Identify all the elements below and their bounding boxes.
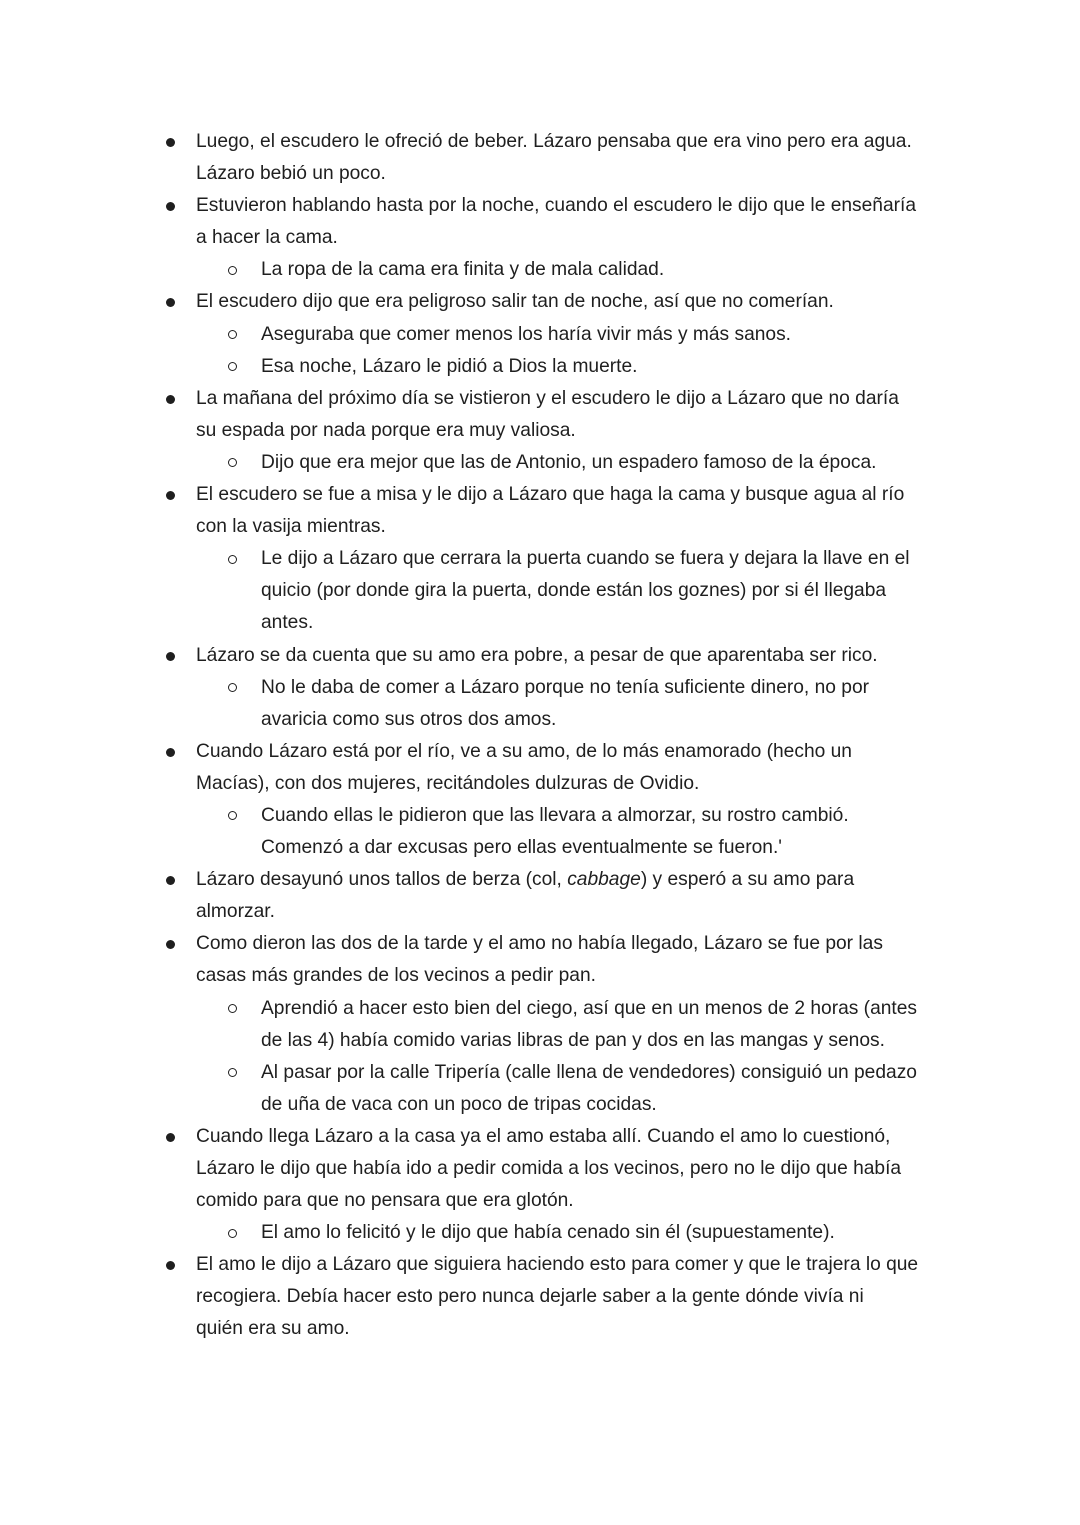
filled-bullet-icon (166, 940, 175, 949)
filled-bullet-icon (166, 748, 175, 757)
text-run: El amo lo felicitó y le dijo que había cenado sin él (supuestamente). (261, 1222, 835, 1244)
text-run: quicio (por donde gira la puerta, donde están los goznes) por si él llegaba (261, 580, 887, 602)
text-run: Lázaro desayunó unos tallos de berza (col, (196, 869, 568, 891)
line-text (261, 704, 556, 736)
filled-bullet-icon (166, 138, 175, 147)
text-run: Le dijo a Lázaro que cerrara la puerta cuando se fuera y dejara la llave en el (261, 548, 910, 570)
list-item (0, 158, 1080, 190)
text-run: su espada por nada porque era muy valiosa. (196, 419, 576, 441)
text-run: de uña de vaca con un poco de tripas cocidas. (261, 1093, 657, 1115)
filled-bullet-icon (166, 491, 175, 500)
text-run: Lázaro le dijo que había ido a pedir comida a los vecinos, pero no le dijo que había (196, 1158, 902, 1179)
line-text (196, 222, 338, 254)
line-text (196, 928, 883, 960)
text-run: El escudero se fue a misa y le dijo a Lázaro que haga la cama y busque agua al río (196, 484, 905, 506)
text-run: Dijo que era mejor que las de Antonio, un espadero famoso de la época. (261, 451, 877, 473)
sub-list-item (0, 607, 1080, 639)
text-run: almorzar. (196, 901, 275, 923)
sub-list-item (0, 800, 1080, 832)
text-run: comido para que no pensara que era glotón. (196, 1190, 574, 1212)
filled-bullet-icon (166, 395, 175, 404)
sub-list-item (0, 1025, 1080, 1057)
sub-list-item (0, 319, 1080, 351)
sub-list-item (0, 1217, 1080, 1249)
line-text (196, 1185, 574, 1217)
filled-bullet-icon (166, 202, 175, 211)
line-text (196, 1313, 350, 1345)
text-run: Al pasar por la calle Tripería (calle llena de vendedores) consiguió un pedazo (261, 1061, 917, 1083)
line-text (261, 1089, 657, 1121)
list-item (0, 864, 1080, 896)
filled-bullet-icon (166, 652, 175, 661)
text-run: Macías), con dos mujeres, recitándoles dulzuras de Ovidio. (196, 772, 700, 794)
sub-list-item (0, 1089, 1080, 1121)
hollow-bullet-icon (228, 330, 237, 339)
hollow-bullet-icon (228, 1068, 237, 1077)
line-text (196, 1121, 890, 1153)
filled-bullet-icon (166, 876, 175, 885)
sub-list-item (0, 447, 1080, 479)
text-run: recogiera. Debía hacer esto pero nunca dejarle saber a la gente dónde vivía ni (196, 1286, 864, 1308)
hollow-bullet-icon (228, 1229, 237, 1238)
line-text (261, 993, 917, 1025)
list-item (0, 1153, 1080, 1185)
list-item (0, 928, 1080, 960)
text-run: a hacer la cama. (196, 227, 338, 249)
line-text (196, 864, 854, 896)
list-item (0, 1185, 1080, 1217)
list-item (0, 190, 1080, 222)
line-text (261, 607, 313, 639)
line-text (196, 768, 699, 800)
text-run: Lázaro bebió un poco. (196, 163, 386, 185)
line-text (261, 800, 849, 832)
filled-bullet-icon (166, 298, 175, 307)
list-item (0, 736, 1080, 768)
text-run: de las 4) había comido varias libras de pan y dos en las mangas y senos. (261, 1029, 885, 1051)
text-run: Estuvieron hablando hasta por la noche, cuando el escudero le dijo que le enseñaría (196, 195, 917, 217)
list-item (0, 1121, 1080, 1153)
list-item (0, 222, 1080, 254)
line-text (196, 1249, 918, 1281)
line-text (261, 543, 910, 575)
hollow-bullet-icon (228, 555, 237, 564)
line-text (261, 1057, 917, 1089)
text-run: avaricia como sus otros dos amos. (261, 708, 557, 730)
text-run: casas más grandes de los vecinos a pedir pan. (196, 965, 596, 987)
sub-list-item (0, 672, 1080, 704)
text-run: Lázaro se da cuenta que su amo era pobre, a pesar de que aparentaba ser rico. (196, 644, 878, 666)
text-run: quién era su amo. (196, 1318, 350, 1340)
list-item (0, 126, 1080, 158)
text-run: antes. (261, 612, 314, 634)
hollow-bullet-icon (228, 362, 237, 371)
hollow-bullet-icon (228, 266, 237, 275)
filled-bullet-icon (166, 1261, 175, 1270)
line-text (261, 319, 791, 351)
text-run: El escudero dijo que era peligroso salir tan de noche, así que no comerían. (196, 291, 834, 313)
line-text (261, 1217, 835, 1249)
sub-list-item (0, 351, 1080, 383)
line-text (261, 351, 638, 383)
line-text (261, 672, 869, 704)
sub-list-item (0, 1057, 1080, 1089)
list-item (0, 768, 1080, 800)
line-text (261, 575, 886, 607)
line-text (261, 447, 876, 479)
hollow-bullet-icon (228, 811, 237, 820)
document-body (0, 126, 1080, 1346)
list-item (0, 479, 1080, 511)
hollow-bullet-icon (228, 683, 237, 692)
text-run: con la vasija mientras. (196, 516, 386, 538)
line-text (196, 383, 899, 415)
hollow-bullet-icon (228, 458, 237, 467)
text-run: El amo le dijo a Lázaro que siguiera haciendo esto para comer y que le trajera lo que (196, 1254, 919, 1276)
sub-list-item (0, 832, 1080, 864)
italic-text-run: cabbage (567, 869, 641, 891)
text-run: No le daba de comer a Lázaro porque no tenía suficiente dinero, no por (261, 676, 870, 698)
sub-list-item (0, 704, 1080, 736)
line-text (196, 479, 904, 511)
line-text (196, 960, 596, 992)
list-item (0, 1281, 1080, 1313)
line-text (196, 286, 834, 318)
text-run: Esa noche, Lázaro le pidió a Dios la muerte. (261, 355, 638, 377)
text-run: Aprendió a hacer esto bien del ciego, así que en un menos de 2 horas (antes (261, 997, 918, 1019)
hollow-bullet-icon (228, 1004, 237, 1013)
text-run: Luego, el escudero le ofreció de beber. Lázaro pensaba que era vino pero era agua. (196, 131, 912, 152)
list-item (0, 1249, 1080, 1281)
text-run: La mañana del próximo día se vistieron y el escudero le dijo a Lázaro que no daría (196, 387, 899, 409)
line-text (261, 1025, 885, 1057)
line-text (196, 126, 912, 158)
text-run: La ropa de la cama era finita y de mala calidad. (261, 259, 665, 281)
list-item (0, 896, 1080, 928)
list-item (0, 960, 1080, 992)
line-text (196, 1281, 864, 1313)
line-text (196, 896, 275, 928)
text-run: Cuando ellas le pidieron que las llevara a almorzar, su rostro cambió. (261, 804, 849, 826)
line-text (196, 511, 386, 543)
list-item (0, 415, 1080, 447)
line-text (196, 640, 878, 672)
list-item (0, 1313, 1080, 1345)
line-text (196, 190, 916, 222)
text-run: Cuando llega Lázaro a la casa ya el amo estaba allí. Cuando el amo lo cuestionó, (196, 1125, 891, 1147)
sub-list-item (0, 543, 1080, 575)
list-item (0, 640, 1080, 672)
list-item (0, 511, 1080, 543)
line-text (261, 254, 664, 286)
list-item (0, 383, 1080, 415)
filled-bullet-icon (166, 1133, 175, 1142)
text-run: Cuando Lázaro está por el río, ve a su amo, de lo más enamorado (hecho un (196, 740, 852, 762)
text-run: ) y esperó a su amo para (640, 869, 855, 891)
list-item (0, 286, 1080, 318)
sub-list-item (0, 254, 1080, 286)
line-text (196, 1153, 901, 1185)
line-text (196, 158, 386, 190)
text-run: Aseguraba que comer menos los haría vivir más y más sanos. (261, 323, 792, 345)
line-text (261, 832, 782, 864)
line-text (196, 415, 576, 447)
sub-list-item (0, 575, 1080, 607)
sub-list-item (0, 993, 1080, 1025)
text-run: Comenzó a dar excusas pero ellas eventualmente se fueron.' (261, 837, 782, 859)
text-run: Como dieron las dos de la tarde y el amo no había llegado, Lázaro se fue por las (196, 933, 883, 955)
line-text (196, 736, 852, 768)
